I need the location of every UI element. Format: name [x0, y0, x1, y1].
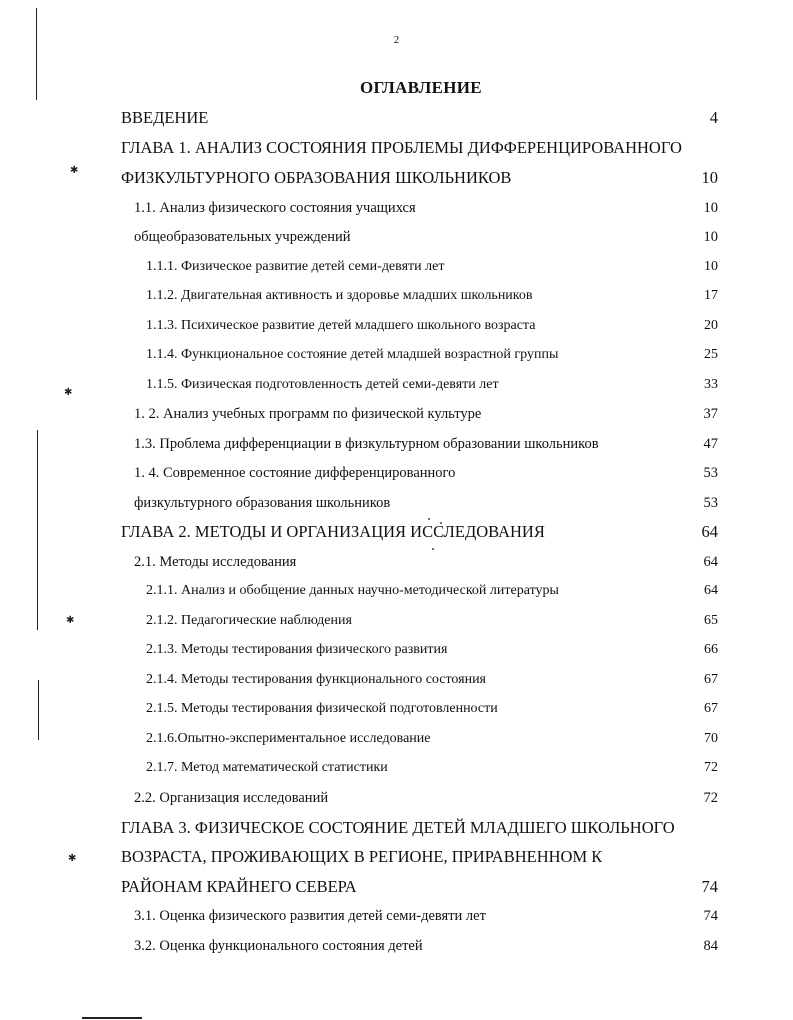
scan-edge-line-middle: [37, 430, 38, 630]
toc-entry-text: 1.1.2. Двигательная активность и здоровье младших школьников: [146, 288, 533, 303]
toc-entry: [146, 756, 718, 780]
toc-entry-page: 64: [703, 554, 718, 570]
toc-entry-page: 25: [704, 347, 718, 362]
scan-bullet-mark: ✱: [66, 615, 75, 626]
toc-entry-text: ВВЕДЕНИЕ: [121, 108, 209, 127]
toc-entry-page: 64: [701, 522, 718, 541]
toc-entry: [146, 255, 718, 279]
toc-entry-page: 53: [703, 495, 718, 511]
toc-entry: [134, 402, 718, 426]
toc-entry-page: 10: [701, 168, 718, 187]
scan-bullet-mark: ✱: [68, 853, 77, 864]
toc-entry: [121, 166, 718, 190]
toc-entry-page: 70: [704, 731, 718, 746]
toc-entry-page: 20: [704, 318, 718, 333]
toc-entry: [146, 609, 718, 633]
toc-entry-page: 64: [704, 583, 718, 598]
toc-entry-text: 2.1.3. Методы тестирования физического развития: [146, 642, 448, 657]
toc-entry: [134, 491, 718, 515]
toc-entry-text: 2.1.4. Методы тестирования функционального состояния: [146, 672, 486, 687]
toc-entry-page: 10: [704, 259, 718, 274]
toc-entry-text: физкультурного образования школьников: [134, 495, 391, 511]
toc-entry-page: 72: [703, 790, 718, 806]
toc-entry: [134, 550, 718, 574]
toc-entry-text: ФИЗКУЛЬТУРНОГО ОБРАЗОВАНИЯ ШКОЛЬНИКОВ: [121, 168, 512, 187]
scan-bullet-mark: ✱: [64, 387, 73, 398]
toc-entry: [146, 373, 718, 397]
toc-entry-text: 2.1. Методы исследования: [134, 554, 297, 570]
toc-entry-page: 10: [703, 229, 718, 245]
toc-entry-text: ГЛАВА 1. АНАЛИЗ СОСТОЯНИЯ ПРОБЛЕМЫ ДИФФЕРЕНЦИРОВАННОГО: [121, 138, 682, 157]
toc-entry-page: 67: [704, 672, 718, 687]
scan-bullet-mark: ✱: [70, 165, 79, 176]
toc-entry-page: 67: [704, 701, 718, 716]
toc-entry-page: 17: [704, 288, 718, 303]
toc-entry: [121, 520, 718, 544]
toc-entry-text: РАЙОНАМ КРАЙНЕГО СЕВЕРА: [121, 877, 357, 896]
toc-entry-page: 33: [704, 377, 718, 392]
toc-entry-text: общеобразовательных учреждений: [134, 229, 351, 245]
toc-entry: [146, 638, 718, 662]
toc-entry-text: 1. 4. Современное состояние дифференцированного: [134, 465, 456, 481]
scan-bottom-line: [82, 1017, 142, 1019]
toc-entry-text: 3.2. Оценка функционального состояния детей: [134, 938, 423, 954]
toc-entry-page: 65: [704, 613, 718, 628]
scan-edge-line-top: [36, 8, 37, 100]
toc-entry-page: 37: [703, 406, 718, 422]
toc-entry-text: 1.1. Анализ физического состояния учащихся: [134, 200, 416, 216]
toc-entry: [146, 579, 718, 603]
toc-entry-text: 2.1.1. Анализ и обобщение данных научно-методической литературы: [146, 583, 559, 598]
toc-entry-page: 10: [703, 200, 718, 216]
toc-entry-text: ГЛАВА 3. ФИЗИЧЕСКОЕ СОСТОЯНИЕ ДЕТЕЙ МЛАДШЕГО ШКОЛЬНОГО: [121, 818, 675, 837]
toc-entry: [146, 727, 718, 751]
toc-entry-page: 47: [703, 436, 718, 452]
toc-entry-text: 2.2. Организация исследований: [134, 790, 329, 806]
toc-entry: [146, 284, 718, 308]
toc-entry-page: 4: [709, 108, 718, 127]
toc-entry: [146, 314, 718, 338]
toc-entry-text: 2.1.5. Методы тестирования физической подготовленности: [146, 701, 498, 716]
toc-entry-page: 84: [703, 938, 718, 954]
toc-entry: [134, 196, 718, 220]
toc-entry-text: 2.1.2. Педагогические наблюдения: [146, 613, 352, 628]
toc-entry: [146, 697, 718, 721]
page-title: ОГЛАВЛЕНИЕ: [360, 78, 482, 97]
toc-entry-text: 1.1.1. Физическое развитие детей семи-девяти лет: [146, 259, 445, 274]
toc-entry-text: 2.1.6.Опытно-экспериментальное исследование: [146, 731, 431, 746]
toc-entry-text: ВОЗРАСТА, ПРОЖИВАЮЩИХ В РЕГИОНЕ, ПРИРАВНЕННОМ К: [121, 847, 603, 866]
toc-entry: [134, 225, 718, 249]
toc-entry: [134, 461, 718, 485]
toc-entry-text: 1.1.5. Физическая подготовленность детей семи-девяти лет: [146, 377, 499, 392]
toc-entry: [146, 343, 718, 367]
toc-entry: [121, 106, 718, 130]
toc-entry-page: 74: [703, 908, 718, 924]
toc-entry: [134, 934, 718, 958]
toc-entry-text: ГЛАВА 2. МЕТОДЫ И ОРГАНИЗАЦИЯ ИССЛЕДОВАНИЯ: [121, 522, 545, 541]
toc-entry-text: 1. 2. Анализ учебных программ по физической культуре: [134, 406, 482, 422]
toc-entry: [121, 136, 718, 160]
toc-entry: [146, 668, 718, 692]
toc-entry-page: 66: [704, 642, 718, 657]
toc-entry-text: 1.1.4. Функциональное состояние детей младшей возрастной группы: [146, 347, 559, 362]
toc-entry: [134, 904, 718, 928]
page-number: 2: [393, 34, 400, 46]
toc-entry-page: 74: [701, 877, 718, 896]
toc-entry: [121, 816, 718, 840]
toc-entry-text: 1.3. Проблема дифференциации в физкультурном образовании школьников: [134, 436, 599, 452]
toc-entry: [121, 845, 718, 869]
toc-entry-text: 1.1.3. Психическое развитие детей младшего школьного возраста: [146, 318, 536, 333]
toc-entry-text: 2.1.7. Метод математической статистики: [146, 760, 388, 775]
toc-entry: [121, 875, 718, 899]
toc-entry-page: 53: [703, 465, 718, 481]
scan-edge-line-lower: [38, 680, 39, 740]
toc-entry-page: 72: [704, 760, 718, 775]
toc-entry: [134, 432, 718, 456]
toc-entry-text: 3.1. Оценка физического развития детей семи-девяти лет: [134, 908, 486, 924]
toc-entry: [134, 786, 718, 810]
